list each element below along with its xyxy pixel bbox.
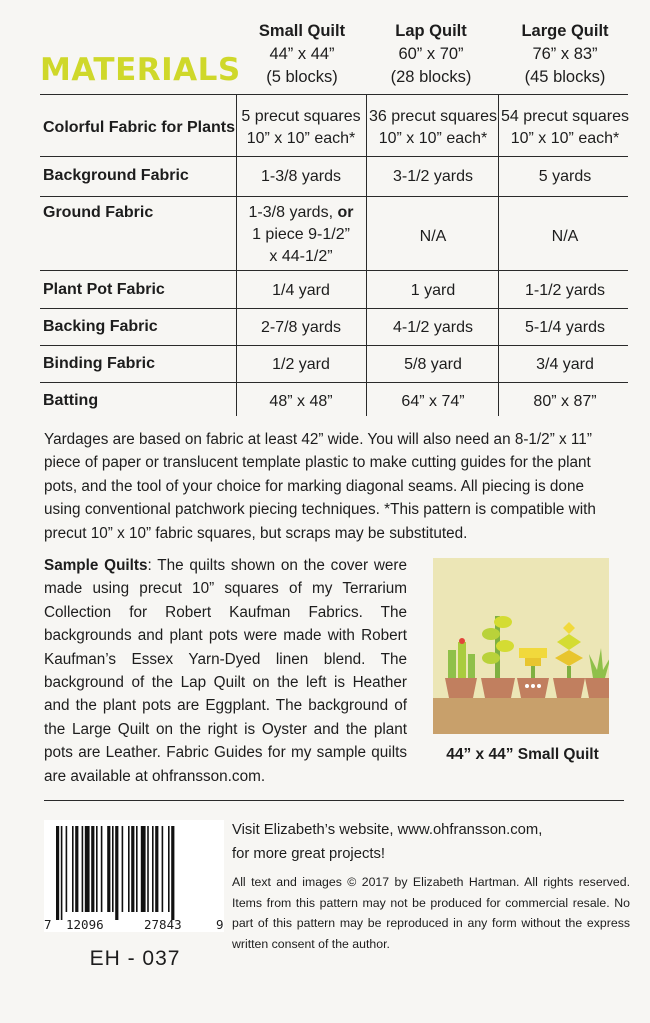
barcode-bar <box>61 826 63 920</box>
table-cell: 1/2 yard <box>272 356 330 373</box>
barcode-digit-group: 9 <box>216 917 224 932</box>
product-code: EH - 037 <box>89 947 181 970</box>
barcode-bar <box>141 826 146 912</box>
table-cell: 1-1/2 yards <box>524 282 606 299</box>
column-size: 76” x 83” <box>532 45 598 63</box>
table-cell <box>500 106 630 150</box>
table-cell: 1 yard <box>410 282 456 299</box>
table-divider <box>236 94 237 416</box>
sample-quilts-text: : The quilts shown on the cover were made using precut 10” squares of my Terrarium Collection for Robert Kaufman Fabrics. The backgrounds and plant pots were made with Robert Kaufman’s Essex Yarn-Dyed linen blend. The background of the Lap Quilt on the left is Heather and the plant pots are Eggplant. The background of the Large Quilt on the right is Oyster and the plant pots are Leather. Fabric Guides for my sample quilts are available at ohfransson.com. <box>44 557 407 785</box>
sample-quilts-paragraph <box>44 554 407 788</box>
barcode-bar <box>75 826 78 912</box>
cell-line: x 44-1/2” <box>269 248 333 265</box>
cell-line: 5 precut squares <box>241 108 361 125</box>
barcode-bar <box>162 826 164 912</box>
barcode-bar <box>72 826 74 912</box>
table-rule <box>40 308 628 309</box>
column-blocks: (28 blocks) <box>390 68 472 86</box>
barcode-bar <box>136 826 138 912</box>
table-cell: 3-1/2 yards <box>392 168 474 185</box>
barcode-bar <box>82 826 84 912</box>
column-header-large-quilt <box>502 20 628 89</box>
barcode-bar <box>171 826 174 920</box>
barcode-bar <box>155 826 158 912</box>
barcode-bar <box>147 826 149 912</box>
section-divider <box>44 800 624 801</box>
cell-line: 54 precut squares <box>500 108 630 125</box>
table-divider <box>498 94 499 416</box>
table-cell: 4-1/2 yards <box>392 319 474 336</box>
table-cell <box>368 106 498 150</box>
cell-text: 1-3/8 yards, <box>248 204 338 221</box>
column-header-small-quilt <box>239 20 365 89</box>
row-label: Colorful Fabric for Plants <box>43 119 236 136</box>
table-cell: 64” x 74” <box>401 393 465 410</box>
barcode-bar <box>112 826 114 912</box>
barcode-bar <box>96 826 98 912</box>
barcode-digit-group: 7 <box>44 917 52 932</box>
table-cell: 1-3/8 yards <box>260 168 342 185</box>
barcode-digits <box>44 917 224 935</box>
barcode-bar <box>152 826 154 912</box>
yardage-note: Yardages are based on fabric at least 42” wide. You will also need an 8-1/2” x 11” piece of paper or translucent template plastic to make cutting guides for the plant pots, and the tool of your choice for marking diagonal seams. All piecing is done using conventional patchwork piecing techniques. *This pattern is compatible with precut 10” x 10” fabric squares, but scraps may be substituted. <box>44 431 596 542</box>
table-cell: 5/8 yard <box>404 356 462 373</box>
cell-line: 36 precut squares <box>368 108 498 125</box>
table-rule <box>40 270 628 271</box>
column-blocks: (45 blocks) <box>524 68 606 86</box>
quilt-caption: 44” x 44” Small Quilt <box>446 746 599 763</box>
table-cell: 48” x 48” <box>269 393 333 410</box>
copyright-notice: All text and images © 2017 by Elizabeth Hartman. All rights reserved. Items from this pattern may not be produced for commercial resale. No part of this pattern may be reproduced in any form without the express written consent of the author. <box>232 875 630 951</box>
column-size: 60” x 70” <box>398 45 464 63</box>
small-quilt-image <box>433 558 609 734</box>
table-divider <box>366 94 367 416</box>
table-cell: 3/4 yard <box>536 356 594 373</box>
table-cell: N/A <box>551 228 579 245</box>
column-size: 44” x 44” <box>269 45 335 63</box>
barcode-bar <box>107 826 110 912</box>
table-cell: 80” x 87” <box>533 393 597 410</box>
barcode-bar <box>91 826 94 912</box>
column-name: Small Quilt <box>258 22 346 40</box>
barcode <box>44 820 224 932</box>
cell-line: 10” x 10” each* <box>378 130 488 147</box>
table-cell: 5 yards <box>538 168 592 185</box>
barcode-bar <box>101 826 103 912</box>
barcode-bar <box>56 826 59 920</box>
quilt-ground <box>433 698 609 734</box>
table-cell: 5-1/4 yards <box>524 319 606 336</box>
barcode-digit-group: 27843 <box>144 917 182 932</box>
table-rule <box>40 196 628 197</box>
table-cell <box>238 202 364 268</box>
sample-quilts-lead: Sample Quilts <box>44 557 148 574</box>
barcode-digit-group: 12096 <box>66 917 104 932</box>
barcode-bar <box>131 826 134 912</box>
website-promo-line: for more great projects! <box>232 846 385 862</box>
website-promo-line: Visit Elizabeth’s website, www.ohfransson.com, <box>232 822 543 838</box>
cell-line <box>238 202 364 224</box>
materials-title: MATERIALS <box>40 52 241 88</box>
barcode-bar <box>66 826 68 912</box>
barcode-bar <box>85 826 90 912</box>
website-promo <box>232 818 622 866</box>
column-blocks: (5 blocks) <box>266 68 338 86</box>
row-label: Batting <box>43 392 99 409</box>
table-rule <box>40 345 628 346</box>
row-label: Binding Fabric <box>43 355 155 372</box>
cell-emphasis: or <box>337 204 354 221</box>
table-rule <box>40 94 628 95</box>
cell-line: 10” x 10” each* <box>510 130 620 147</box>
cell-line: 1 piece 9-1/2” <box>252 226 350 243</box>
barcode-bar <box>115 826 118 920</box>
row-label: Plant Pot Fabric <box>43 281 165 298</box>
table-cell <box>238 106 364 150</box>
cell-line: 10” x 10” each* <box>246 130 356 147</box>
table-cell: 2-7/8 yards <box>260 319 342 336</box>
column-header-lap-quilt <box>368 20 494 89</box>
table-rule <box>40 382 628 383</box>
row-label: Backing Fabric <box>43 318 158 335</box>
column-name: Large Quilt <box>521 22 609 40</box>
barcode-bar <box>122 826 124 912</box>
row-label: Ground Fabric <box>43 204 154 221</box>
table-rule <box>40 156 628 157</box>
barcode-bar <box>168 826 170 912</box>
row-label: Background Fabric <box>43 167 189 184</box>
table-cell: N/A <box>419 228 447 245</box>
barcode-bar <box>128 826 130 912</box>
table-cell: 1/4 yard <box>272 282 330 299</box>
column-name: Lap Quilt <box>395 22 467 40</box>
